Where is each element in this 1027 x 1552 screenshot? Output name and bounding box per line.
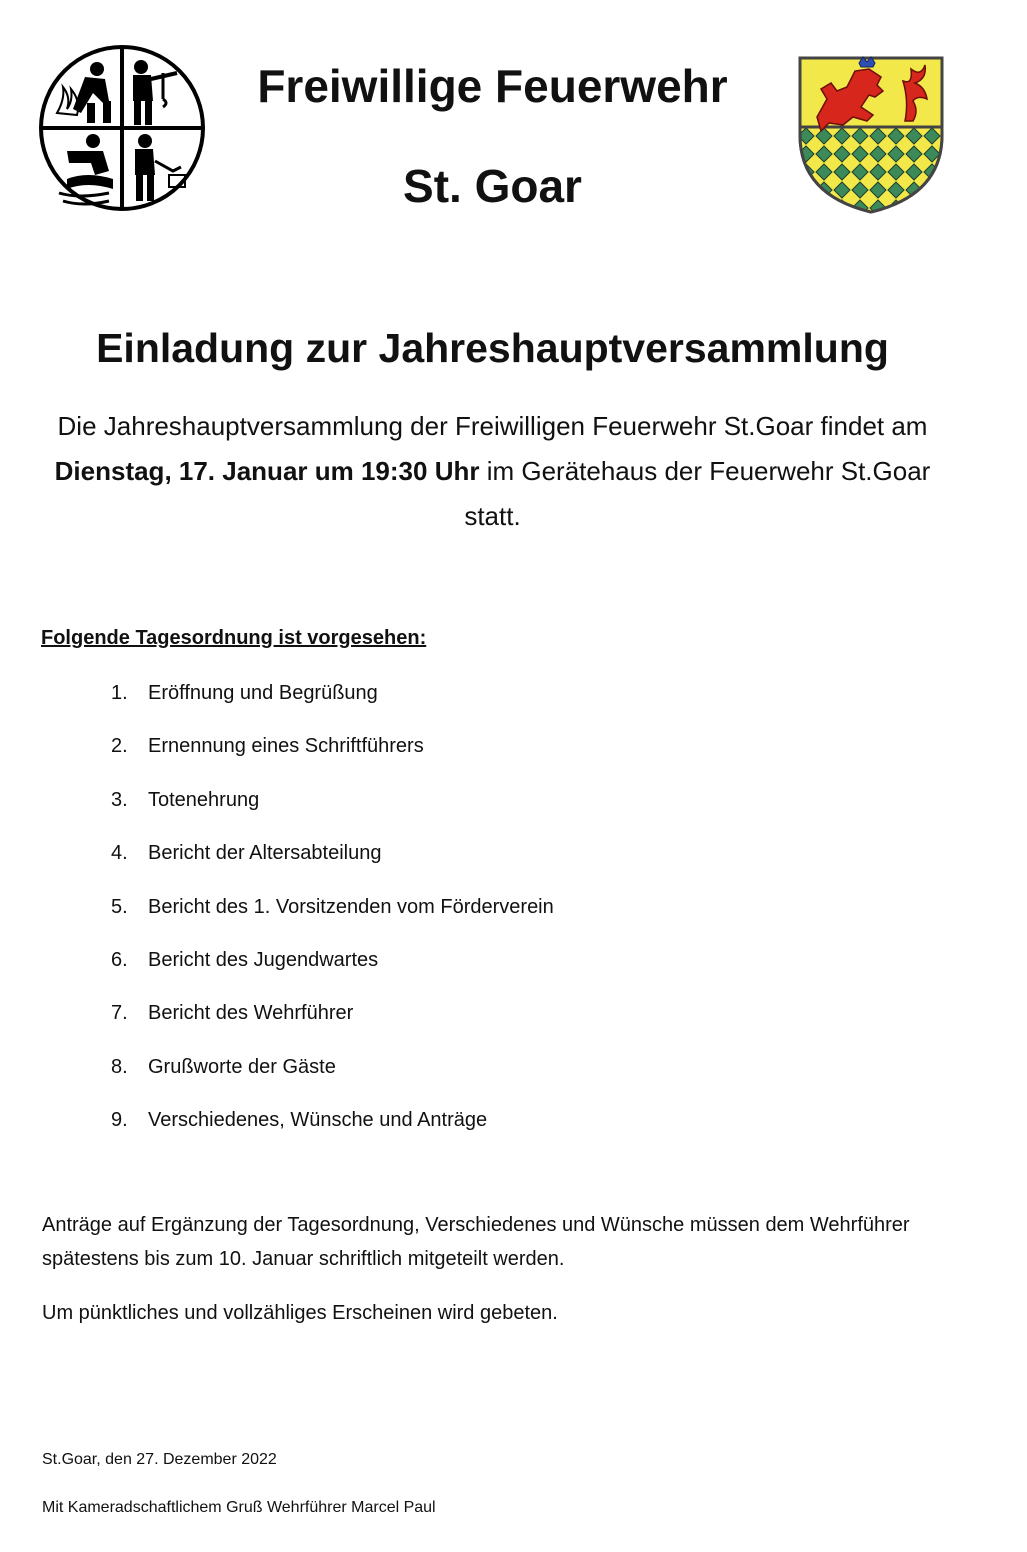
meeting-date-time: Dienstag, 17. Januar um 19:30 Uhr xyxy=(54,456,480,486)
agenda-item-number: 8. xyxy=(111,1055,128,1078)
intro-paragraph xyxy=(50,404,935,539)
agenda-item-number: 7. xyxy=(111,1002,128,1025)
agenda-item-number: 4. xyxy=(111,842,128,865)
agenda-item-number: 2. xyxy=(111,735,128,758)
agenda-item-text: Bericht des 1. Vorsitzenden vom Förderverein xyxy=(148,895,554,918)
place-and-date: St.Goar, den 27. Dezember 2022 xyxy=(42,1451,277,1468)
agenda-item-number: 6. xyxy=(111,948,128,971)
agenda-item-number: 3. xyxy=(111,788,128,811)
agenda-item-text: Verschiedenes, Wünsche und Anträge xyxy=(148,1109,488,1132)
requests-note: Anträge auf Ergänzung der Tagesordnung, Verschiedenes und Wünsche müssen dem Wehrführer spätestens bis zum 10. Januar schriftlich mitgeteilt werden. xyxy=(42,1214,910,1270)
agenda-item-text: Bericht des Wehrführer xyxy=(148,1002,354,1025)
agenda-item-text: Bericht der Altersabteilung xyxy=(148,842,382,865)
agenda-item-number: 9. xyxy=(111,1109,128,1132)
agenda-item-text: Bericht des Jugendwartes xyxy=(148,948,379,971)
intro-text-start: Die Jahreshauptversammlung der Freiwilligen Feuerwehr St.Goar findet am xyxy=(57,411,928,441)
intro-text-end: im Gerätehaus der Feuerwehr St.Goar statt. xyxy=(464,456,931,531)
agenda-heading: Folgende Tagesordnung ist vorgesehen: xyxy=(41,627,427,649)
coat-of-arms-icon xyxy=(797,55,945,215)
agenda-item-text: Totenehrung xyxy=(148,788,260,811)
agenda-item-text: Eröffnung und Begrüßung xyxy=(148,682,378,704)
agenda-item-number: 5. xyxy=(111,895,128,918)
org-name-line2: St. Goar xyxy=(403,160,582,212)
org-name-line1: Freiwillige Feuerwehr xyxy=(257,60,728,112)
fire-brigade-emblem-icon xyxy=(37,43,207,213)
agenda-item-number: 1. xyxy=(111,682,128,704)
agenda-item-text: Grußworte der Gäste xyxy=(148,1055,336,1078)
agenda-item-text: Ernennung eines Schriftführers xyxy=(148,735,424,758)
attendance-note: Um pünktliches und vollzähliges Erscheinen wird gebeten. xyxy=(42,1302,558,1324)
document-title: Einladung zur Jahreshauptversammlung xyxy=(96,325,889,371)
closing-greeting: Mit Kameradschaftlichem Gruß Wehrführer Marcel Paul xyxy=(42,1499,436,1516)
